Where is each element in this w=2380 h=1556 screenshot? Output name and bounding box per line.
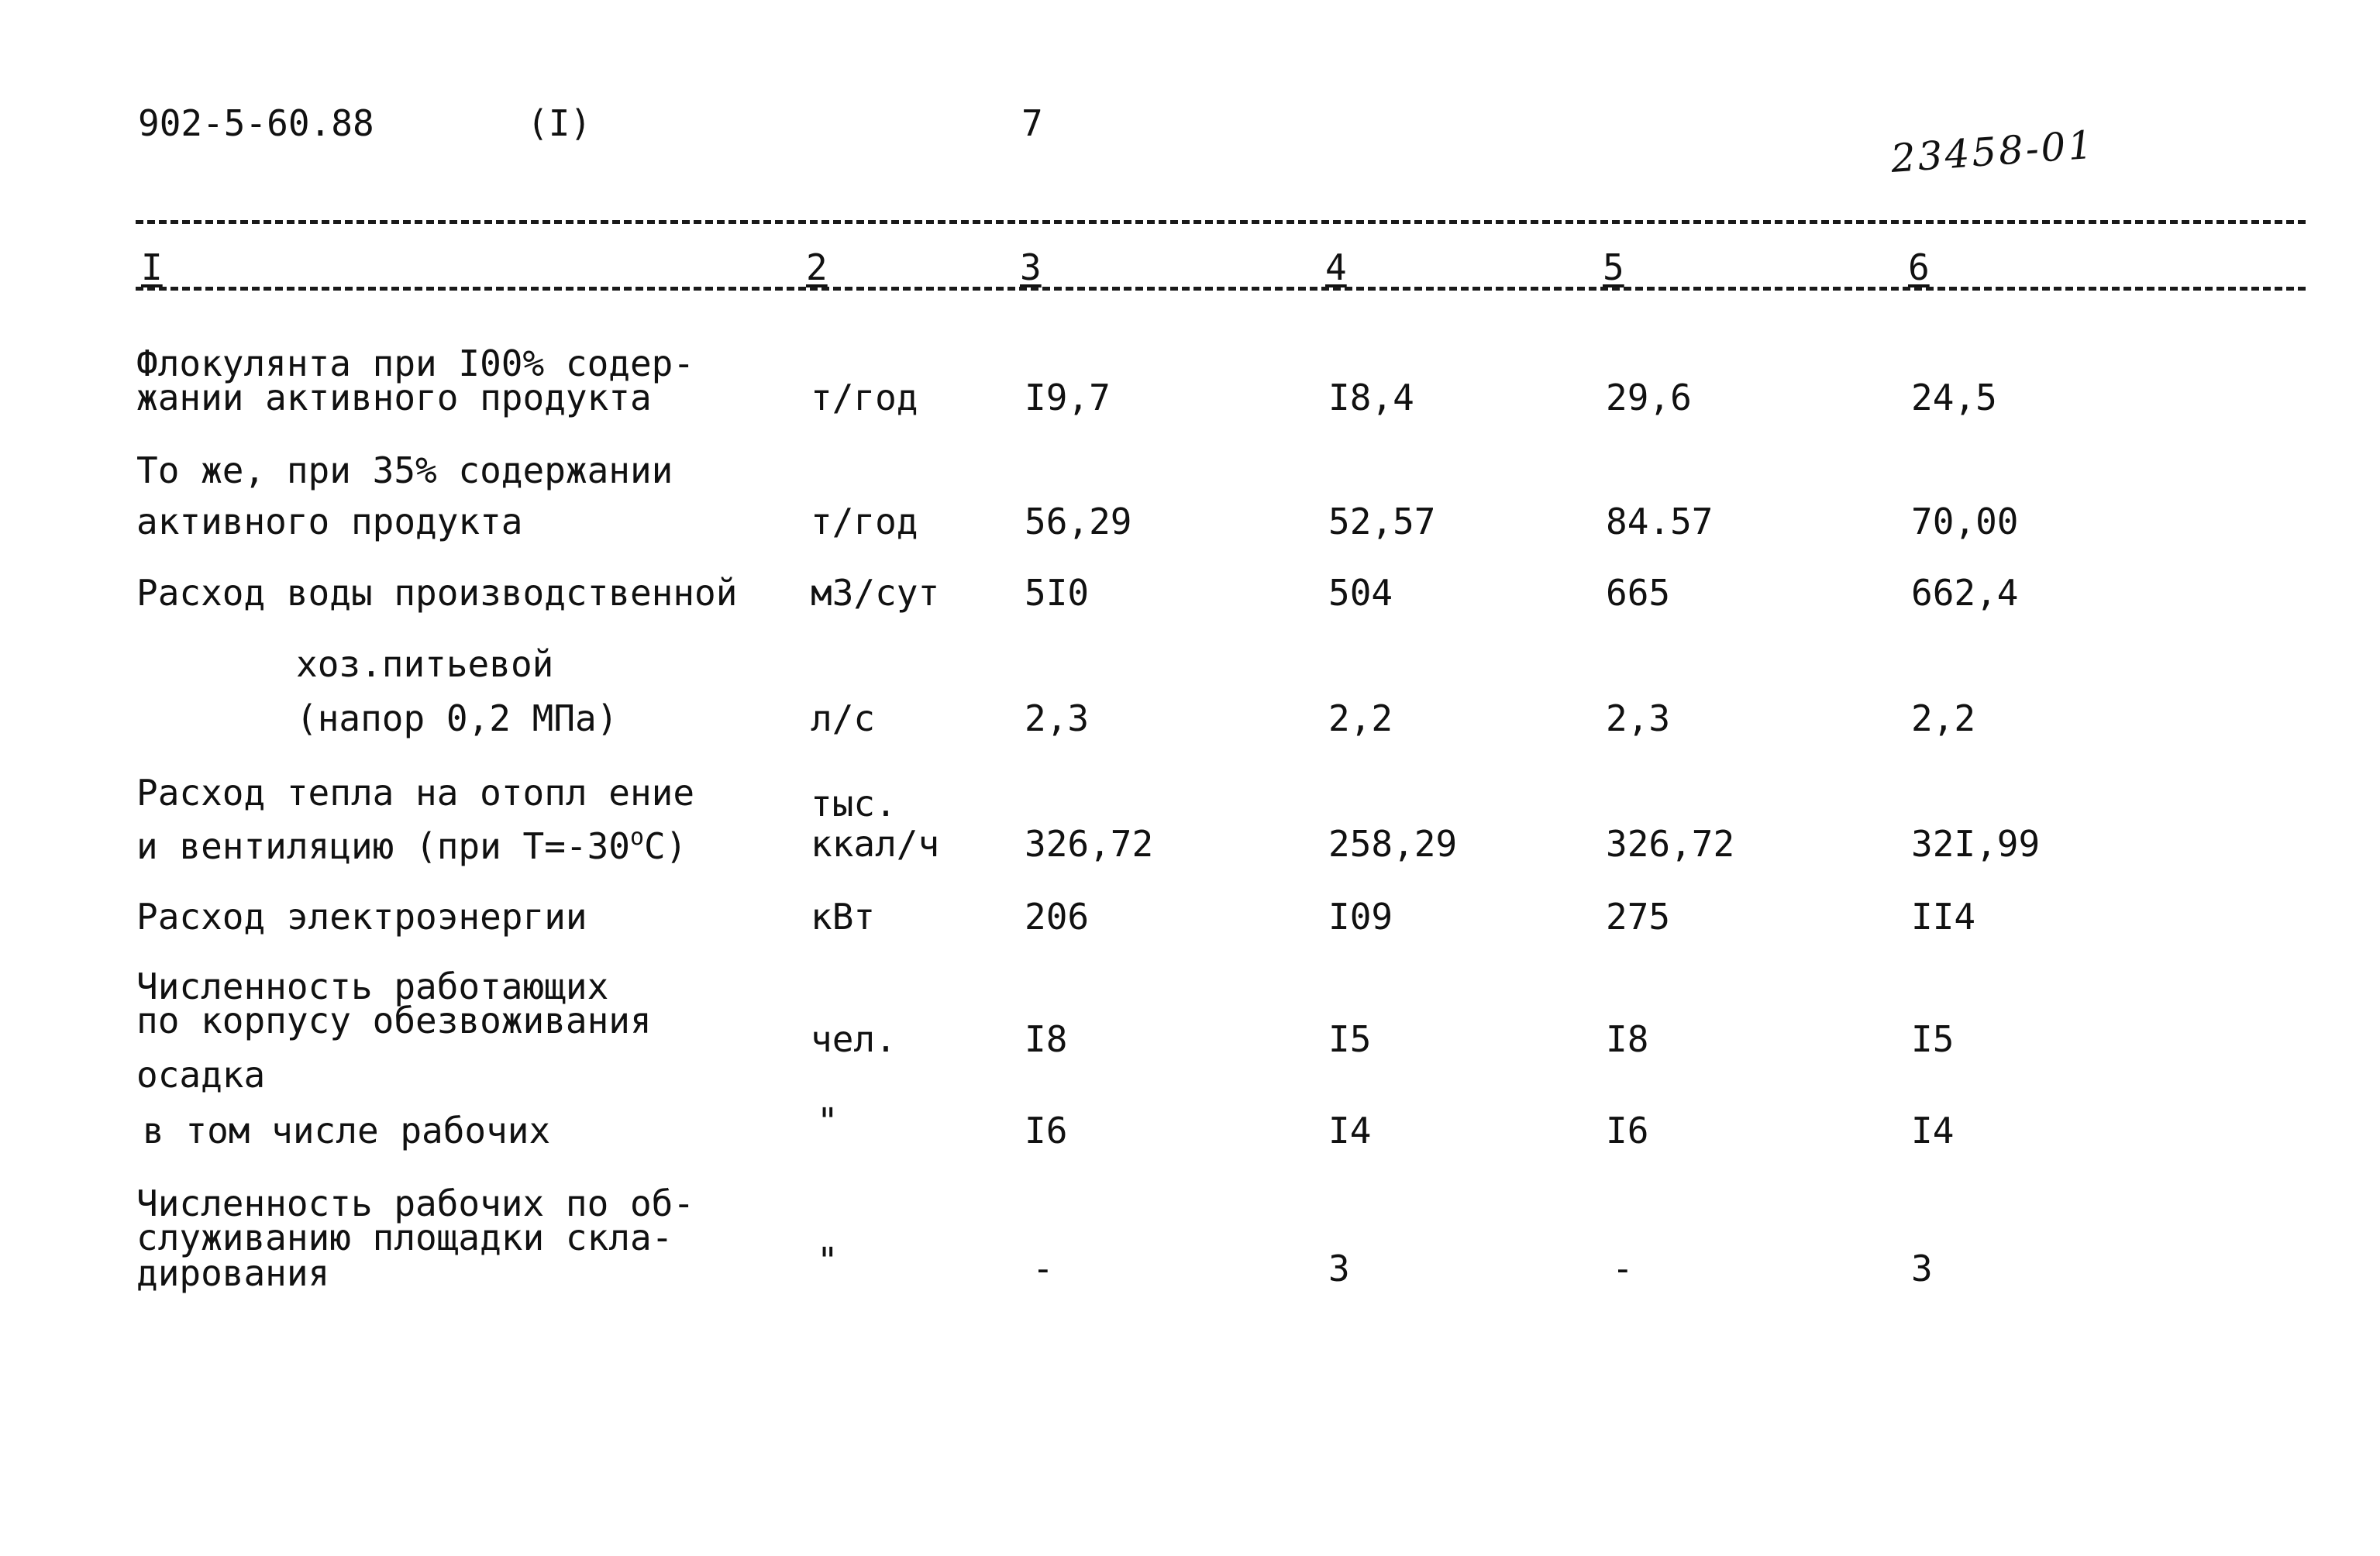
row-label-line: по корпусу обезвоживания — [136, 1000, 652, 1041]
table-header-rule — [136, 287, 2306, 291]
value-col-3: I6 — [1025, 1110, 1068, 1152]
value-col-6: 662,4 — [1911, 572, 2019, 614]
column-number-5: 5 — [1603, 246, 1624, 288]
value-col-3: 206 — [1025, 896, 1090, 938]
row-label-line: активного продукта — [136, 501, 523, 542]
column-number-3: 3 — [1020, 246, 1042, 288]
row-unit: чел. — [811, 1018, 897, 1060]
value-col-6: 70,00 — [1911, 501, 2019, 542]
value-col-3: 326,72 — [1025, 823, 1154, 865]
column-number-2: 2 — [806, 246, 828, 288]
value-col-3: 5I0 — [1025, 572, 1090, 614]
value-col-6: 32I,99 — [1911, 823, 2041, 865]
value-col-4: 504 — [1328, 572, 1393, 614]
row-unit: л/с — [811, 697, 876, 739]
row-label-line: жании активного продукта — [136, 377, 652, 418]
row-label-line: служиванию площадки скла- — [136, 1217, 673, 1258]
value-col-5: 84.57 — [1606, 501, 1714, 542]
value-col-6: I5 — [1911, 1018, 1955, 1060]
row-label-line: Расход электроэнергии — [136, 896, 587, 938]
value-col-4: 2,2 — [1328, 697, 1393, 739]
row-unit: тыс. — [811, 783, 897, 824]
row-label-line: Расход воды производственной — [136, 572, 738, 614]
row-unit: " — [817, 1240, 839, 1282]
value-col-6: I4 — [1911, 1110, 1955, 1152]
value-col-4: 258,29 — [1328, 823, 1458, 865]
value-col-6: II4 — [1911, 896, 1976, 938]
row-unit: т/год — [811, 377, 918, 418]
value-col-3: - — [1032, 1248, 1054, 1289]
row-unit: м3/сут — [811, 572, 940, 614]
value-col-6: 3 — [1911, 1248, 1933, 1289]
value-col-3: I9,7 — [1025, 377, 1111, 418]
row-unit: т/год — [811, 501, 918, 542]
value-col-5: I6 — [1606, 1110, 1649, 1152]
value-col-3: 2,3 — [1025, 697, 1090, 739]
document-code: 902-5-60.88 — [138, 102, 374, 144]
row-label-line: Флокулянта при I00% содер- — [136, 343, 695, 384]
value-col-4: I8,4 — [1328, 377, 1414, 418]
row-label-line: Расход тепла на отопл ение — [136, 772, 695, 814]
value-col-4: 3 — [1328, 1248, 1350, 1289]
row-label-line: осадка — [136, 1054, 266, 1096]
row-unit: ккал/ч — [811, 823, 940, 865]
table-top-rule — [136, 220, 2306, 224]
value-col-3: I8 — [1025, 1018, 1068, 1060]
value-col-5: I8 — [1606, 1018, 1649, 1060]
row-label-line: в том числе рабочих — [143, 1110, 551, 1152]
row-label-line: хоз.питьевой — [296, 643, 554, 685]
value-col-4: I09 — [1328, 896, 1393, 938]
row-label-line: (напор 0,2 МПа) — [296, 697, 618, 739]
row-label-line: Численность работающих — [136, 966, 609, 1007]
column-number-1: I — [141, 246, 163, 288]
row-unit: кВт — [811, 896, 876, 938]
value-col-6: 2,2 — [1911, 697, 1976, 739]
row-label-line: и вентиляцию (при $Т=-30^оС$) — [136, 824, 687, 867]
column-number-6: 6 — [1908, 246, 1930, 288]
row-label-line: Численность рабочих по об- — [136, 1182, 695, 1224]
row-unit: " — [817, 1100, 839, 1142]
value-col-5: 275 — [1606, 896, 1671, 938]
row-label-line: дирования — [136, 1252, 330, 1294]
value-col-4: 52,57 — [1328, 501, 1436, 542]
value-col-5: 29,6 — [1606, 377, 1692, 418]
value-col-6: 24,5 — [1911, 377, 1997, 418]
value-col-4: I5 — [1328, 1018, 1372, 1060]
volume-number: (I) — [527, 102, 592, 144]
value-col-5: 326,72 — [1606, 823, 1735, 865]
column-number-4: 4 — [1325, 246, 1347, 288]
handwritten-stamp: 23458-01 — [1889, 122, 2096, 181]
value-col-4: I4 — [1328, 1110, 1372, 1152]
value-col-5: 2,3 — [1606, 697, 1671, 739]
page-number: 7 — [1021, 102, 1043, 144]
value-col-5: 665 — [1606, 572, 1671, 614]
value-col-5: - — [1612, 1248, 1634, 1289]
value-col-3: 56,29 — [1025, 501, 1132, 542]
row-label-line: То же, при 35% содержании — [136, 449, 673, 491]
